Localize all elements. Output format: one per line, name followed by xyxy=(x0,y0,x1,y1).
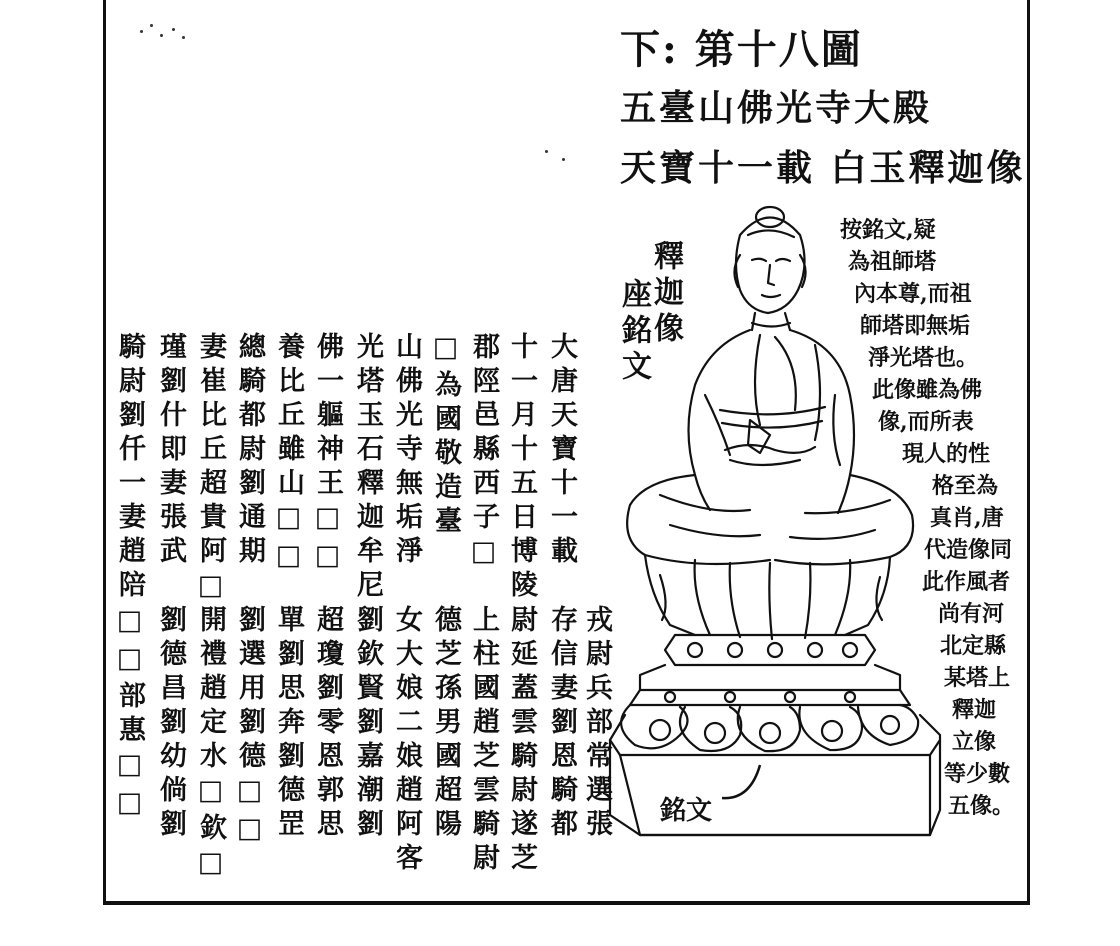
figure-title-line-2: 天寶十一載 白玉釋迦像 xyxy=(620,147,1026,189)
note-line: 真肖,唐 xyxy=(930,505,1004,531)
inscription-column: 劉選用劉德□□ xyxy=(234,605,265,851)
note-line: 師塔即無垢 xyxy=(860,313,971,339)
inscription-column: 郡陘邑縣西子□ xyxy=(468,332,499,574)
inscription-column: 存信妻劉恩騎都 xyxy=(546,605,577,843)
note-line: 內本尊,而祖 xyxy=(854,281,972,307)
note-line: 北定縣 xyxy=(940,633,1007,659)
note-line: 立像 xyxy=(952,729,997,755)
note-line: 格至為 xyxy=(932,473,999,499)
figure-number: 下: 第十八圖 xyxy=(620,26,863,73)
inscription-pointer-line xyxy=(720,760,780,810)
note-line: 淨光塔也。 xyxy=(868,345,979,371)
inscription-column: 光塔玉石釋迦牟尼 xyxy=(352,332,383,604)
inscription-column: 上柱國趙芝雲騎尉 xyxy=(468,605,499,877)
inscription-column: 佛一軀神王□□ xyxy=(312,332,343,578)
note-line: 等少數 xyxy=(944,761,1011,787)
inscription-column: 德芝孫男國超陽 xyxy=(430,605,461,843)
inscription-column: 養比丘雖山□□ xyxy=(273,332,304,578)
statue-caption-line-1: 釋迦像 xyxy=(648,240,683,348)
inscription-column: □為國敬造臺 xyxy=(430,332,461,540)
inscription-column: 山佛光寺無垢淨 xyxy=(391,332,422,570)
inscription-column: □□部惠□□ xyxy=(114,605,145,825)
inscription-column: 騎尉劉仟一妻趙陪 xyxy=(114,332,145,604)
annotation-note xyxy=(840,214,1020,822)
inscription-column: 超瓊劉零恩郭思 xyxy=(312,605,343,843)
inscription-column: 戎尉兵部常選張 xyxy=(581,605,612,843)
inscription-column: 大唐天寶十一載 xyxy=(546,332,577,570)
inscription-column: 女大娘二娘趙阿客 xyxy=(391,605,422,877)
note-line: 代造像同 xyxy=(924,537,1013,563)
inscription-column: 妻崔比丘超貴阿□ xyxy=(195,332,226,608)
note-line: 釋迦 xyxy=(952,697,997,723)
inscription-column: 劉欽賢劉嘉潮劉 xyxy=(352,605,383,843)
inscription-column: 劉德昌劉幼倘劉 xyxy=(155,605,186,843)
statue-caption-line-2: 座銘文 xyxy=(616,278,651,386)
note-line: 現人的性 xyxy=(902,441,991,467)
note-line: 五像。 xyxy=(948,793,1015,819)
note-line: 尚有河 xyxy=(938,601,1005,627)
inscription-column: 十一月十五日博陵 xyxy=(506,332,537,604)
note-line: 某塔上 xyxy=(944,665,1011,691)
note-line: 為祖師塔 xyxy=(848,249,937,275)
inscription-column: 尉延蓋雲騎尉遂芝 xyxy=(506,605,537,877)
inscription-column: 單劉思奔劉德罡 xyxy=(273,605,304,843)
note-line: 像,而所表 xyxy=(878,409,974,435)
note-line: 此像雖為佛 xyxy=(872,377,983,403)
inscription-column: 總騎都尉劉通期 xyxy=(234,332,265,570)
inscription-marker-label: 銘文 xyxy=(660,796,713,826)
note-line: 此作風者 xyxy=(922,569,1011,595)
inscription-column: 開禮趙定水□欽□ xyxy=(195,605,226,885)
inscription-column: 瑾劉什即妻張武 xyxy=(155,332,186,570)
figure-title-line-1: 五臺山佛光寺大殿 xyxy=(620,87,933,129)
note-line: 按銘文,疑 xyxy=(840,217,936,243)
